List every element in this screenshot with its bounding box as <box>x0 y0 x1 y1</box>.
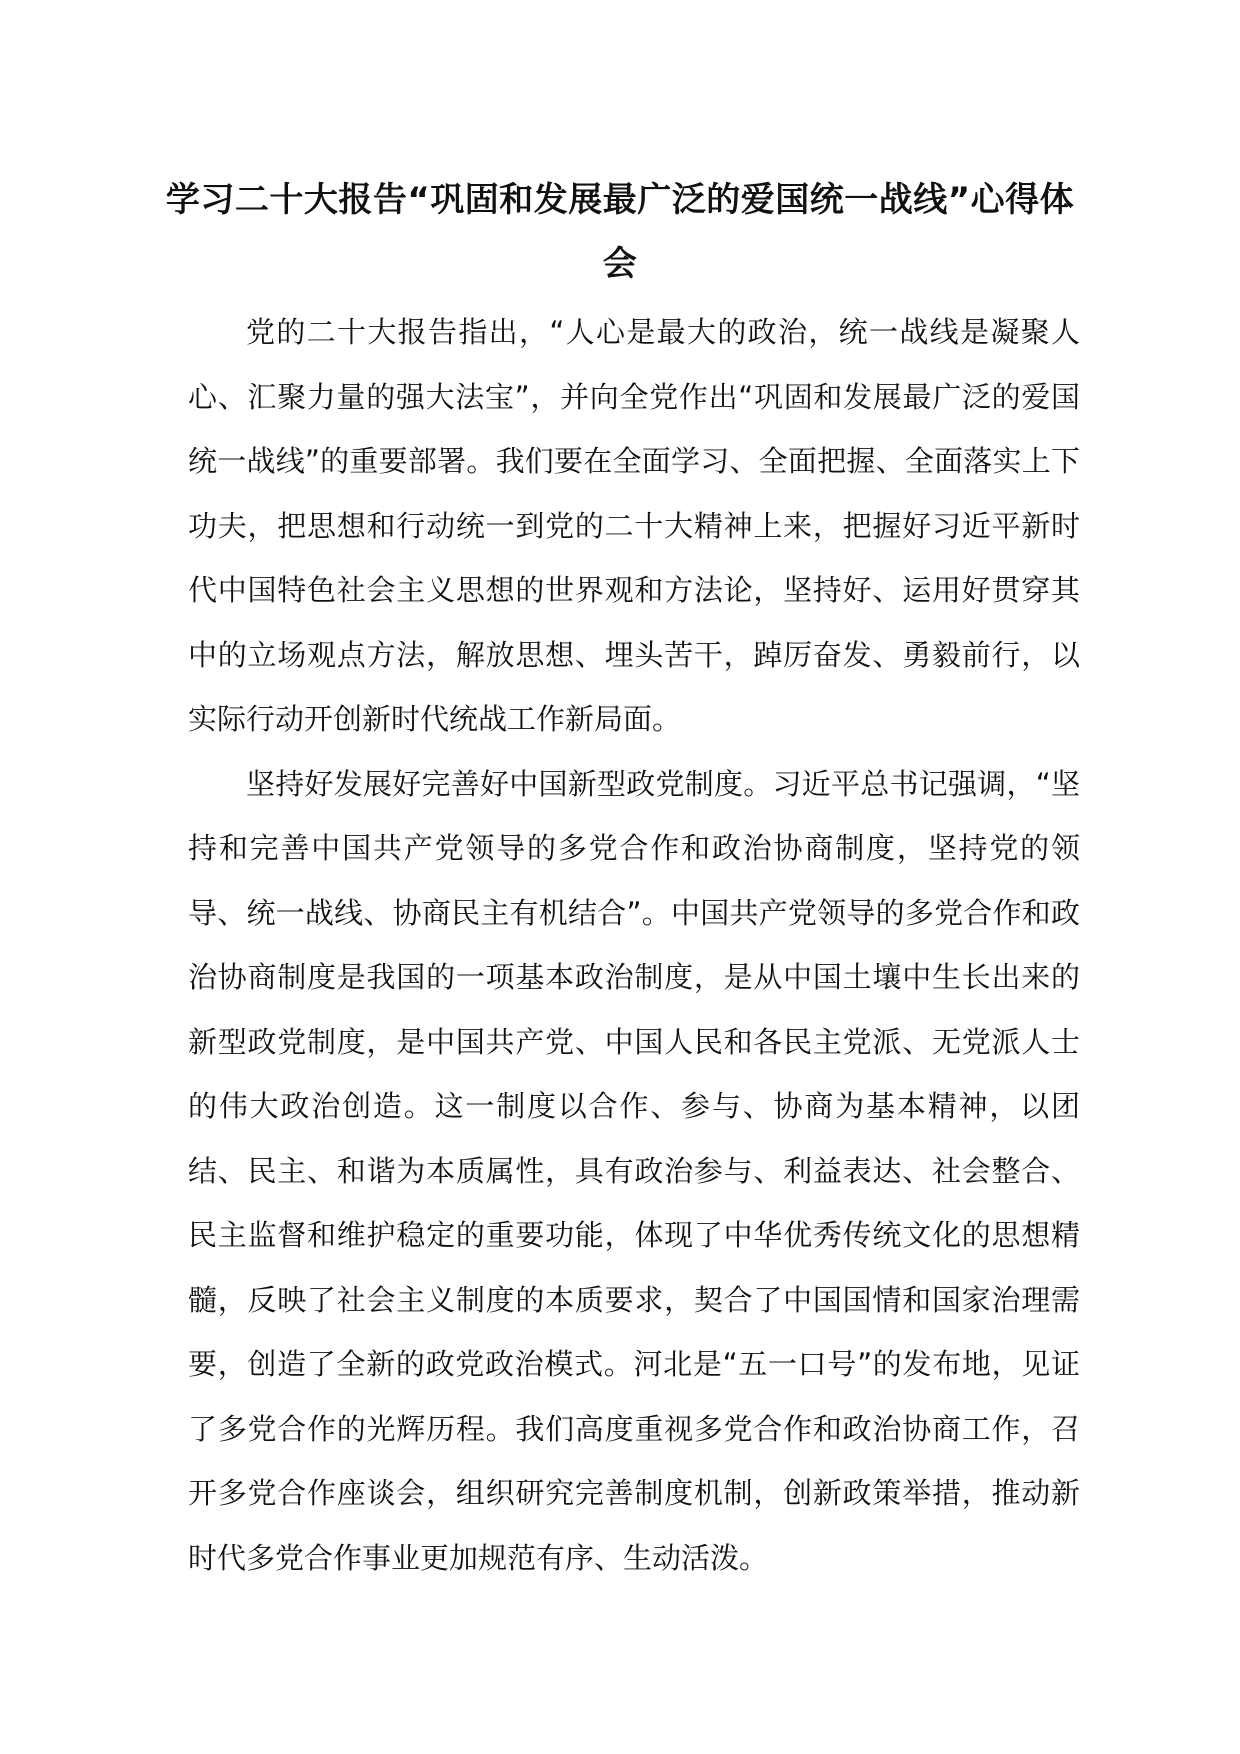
paragraph-2: 坚持好发展好完善好中国新型政党制度。习近平总书记强调，“坚持和完善中国共产党领导的多党合作和政治协商制度，坚持党的领导、统一战线、协商民主有机结合”。中国共产党领导的多党合作和政治协商制度是我国的一项基本政治制度，是从中国土壤中生长出来的新型政党制度，是中国共产党、中国人民和各民主党派、无党派人士的伟大政治创造。这一制度以合作、参与、协商为基本精神，以团结、民主、和谐为本质属性，具有政治参与、利益表达、社会整合、民主监督和维护稳定的重要功能，体现了中华优秀传统文化的思想精髓，反映了社会主义制度的本质要求，契合了中国国情和国家治理需要，创造了全新的政党政治模式。河北是“五一口号”的发布地，见证了多党合作的光辉历程。我们高度重视多党合作和政治协商工作，召开多党合作座谈会，组织研究完善制度机制，创新政策举措，推动新时代多党合作事业更加规范有序、生动活泼。 <box>188 766 1080 1575</box>
paragraph-1: 党的二十大报告指出，“人心是最大的政治，统一战线是凝聚人心、汇聚力量的强大法宝”，并向全党作出“巩固和发展最广泛的爱国统一战线”的重要部署。我们要在全面学习、全面把握、全面落实上下功夫，把思想和行动统一到党的二十大精神上来，把握好习近平新时代中国特色社会主义思想的世界观和方法论，坚持好、运用好贯穿其中的立场观点方法，解放思想、埋头苦干，踔厉奋发、勇毅前行，以实际行动开创新时代统战工作新局面。 <box>188 315 1080 736</box>
document-body <box>188 300 1080 1590</box>
document-title: 学习二十大报告“巩固和发展最广泛的爱国统一战线”心得体会 <box>165 180 1075 284</box>
